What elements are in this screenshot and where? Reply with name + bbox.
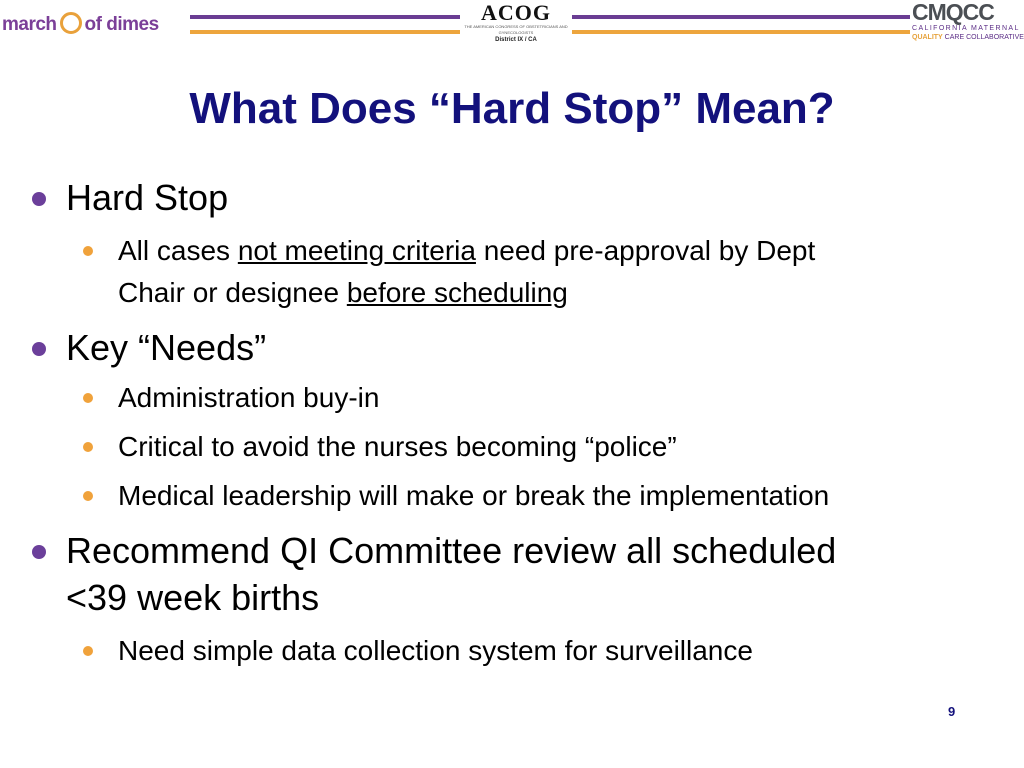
sub-bullet-hard-stop-line2 — [118, 272, 568, 314]
sub-bullet-avoid-police: Critical to avoid the nurses becoming “police” — [118, 431, 677, 462]
march-of-dimes-logo — [2, 14, 159, 36]
slide-title: What Does “Hard Stop” Mean? — [189, 84, 835, 133]
acog-logo-fine-print: THE AMERICAN CONGRESS OF OBSTETRICIANS AND GYNECOLOGISTS — [464, 24, 568, 35]
bullet-recommend-line1: Recommend QI Committee review all scheduled — [66, 530, 837, 571]
cmqcc-logo-line2 — [912, 33, 1024, 42]
purple-stripe-right — [572, 15, 910, 19]
acog-logo — [464, 2, 568, 46]
bullet-hard-stop: Hard Stop — [66, 177, 229, 218]
sub-bullet-data-collection: Need simple data collection system for surveillance — [118, 635, 753, 666]
acog-logo-district: District IX / CA — [495, 37, 537, 43]
bullet-key-needs: Key “Needs” — [66, 327, 267, 368]
orange-stripe-left — [190, 30, 460, 34]
sub-bullet-medical-leadership: Medical leadership will make or break the implementation — [118, 480, 830, 511]
bullet-dot — [32, 342, 46, 356]
page-number: 9 — [948, 704, 956, 719]
sub-bullet-dot — [83, 442, 93, 452]
cmqcc-logo-line1: CALIFORNIA MATERNAL — [912, 25, 1020, 32]
text-segment: All cases — [118, 235, 238, 266]
text-segment: Chair or designee — [118, 277, 347, 308]
march-of-dimes-text-left: march — [2, 14, 57, 36]
bullet-recommend-line2: <39 week births — [66, 577, 320, 618]
text-segment: need pre-approval by Dept — [475, 235, 816, 266]
march-of-dimes-text-right: of dimes — [84, 14, 159, 36]
bullet-dot — [32, 192, 46, 206]
underlined-not-meeting-criteria: not meeting criteria — [237, 235, 476, 266]
underlined-before-scheduling: before scheduling — [346, 277, 568, 308]
sub-bullet-dot — [83, 393, 93, 403]
march-of-dimes-swirl-icon — [60, 12, 82, 34]
sub-bullet-dot — [83, 246, 93, 256]
sub-bullet-dot — [83, 491, 93, 501]
sub-bullet-dot — [83, 646, 93, 656]
cmqcc-logo-quality: QUALITY — [912, 34, 943, 41]
cmqcc-logo-text: CMQCC — [912, 0, 994, 25]
sub-bullet-hard-stop-line1 — [118, 230, 815, 272]
cmqcc-logo — [912, 0, 1024, 48]
orange-stripe-right — [572, 30, 910, 34]
bullet-dot — [32, 545, 46, 559]
header-logo-bar — [0, 0, 1024, 52]
purple-stripe-left — [190, 15, 460, 19]
cmqcc-logo-line2-rest: CARE COLLABORATIVE — [942, 34, 1024, 41]
sub-bullet-admin-buy-in: Administration buy-in — [118, 382, 380, 413]
acog-logo-text: ACOG — [481, 0, 551, 25]
